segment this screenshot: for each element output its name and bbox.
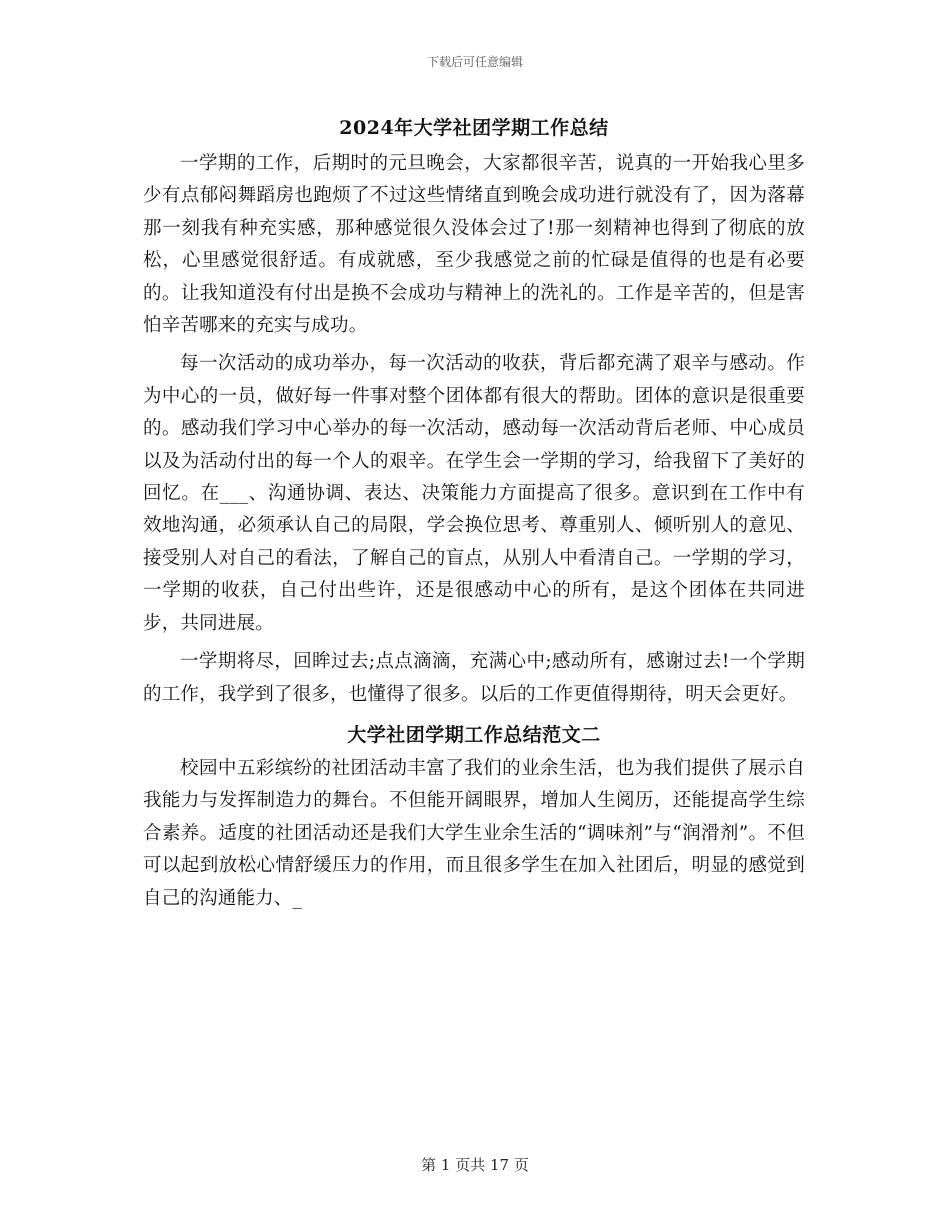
paragraph-1: 一学期的工作，后期时的元旦晚会，大家都很辛苦，说真的一开始我心里多少有点郁闷舞蹈房也跑烦了不过这些情绪直到晚会成功进行就没有了，因为落幕那一刻我有种充实感，那种感觉很久没体会过了!那一刻精神也得到了彻底的放松，心里感觉很舒适。有成就感，至少我感觉之前的忙碌是值得的也是有必要的。让我知道没有付出是换不会成功与精神上的洗礼的。工作是辛苦的，但是害怕辛苦哪来的充实与成功。 xyxy=(143,153,805,337)
section-subtitle: 大学社团学期工作总结范文二 xyxy=(347,723,601,746)
paragraph-2: 每一次活动的成功举办，每一次活动的收获，背后都充满了艰辛与感动。作为中心的一员，做好每一件事对整个团体都有很大的帮助。团体的意识是很重要的。感动我们学习中心举办的每一次活动，感动每一次活动背后老师、中心成员以及为活动付出的每一个人的艰辛。在学生会一学期的学习，给我留下了美好的回忆。在___、沟通协调、表达、决策能力方面提高了很多。意识到在工作中有效地沟通，必须承认自己的局限，学会换位思考、尊重别人、倾听别人的意见、接受别人对自己的看法，了解自己的盲点，从别人中看清自己。一学期的学习，一学期的收获，自己付出些许，还是很感动中心的所有，是这个团体在共同进步，共同进展。 xyxy=(143,353,805,634)
paragraph-4: 校园中五彩缤纷的社团活动丰富了我们的业余生活，也为我们提供了展示自我能力与发挥制造力的舞台。不但能开阔眼界，增加人生阅历，还能提高学生综合素养。适度的社团活动还是我们大学生业余生活的“调味剂”与“润滑剂”。不但可以起到放松心情舒缓压力的作用，而且很多学生在加入社团后，明显的感觉到自己的沟通能力、_ xyxy=(143,757,805,909)
document-content xyxy=(143,110,805,915)
paragraph-3: 一学期将尽，回眸过去;点点滴滴，充满心中;感动所有，感谢过去!一个学期的工作，我学到了很多，也懂得了很多。以后的工作更值得期待，明天会更好。 xyxy=(143,651,805,705)
document-title: 2024年大学社团学期工作总结 xyxy=(339,117,609,139)
header-note: 下载后可任意编辑 xyxy=(426,55,523,69)
page-number-footer: 第 1 页共 17 页 xyxy=(421,1156,529,1174)
